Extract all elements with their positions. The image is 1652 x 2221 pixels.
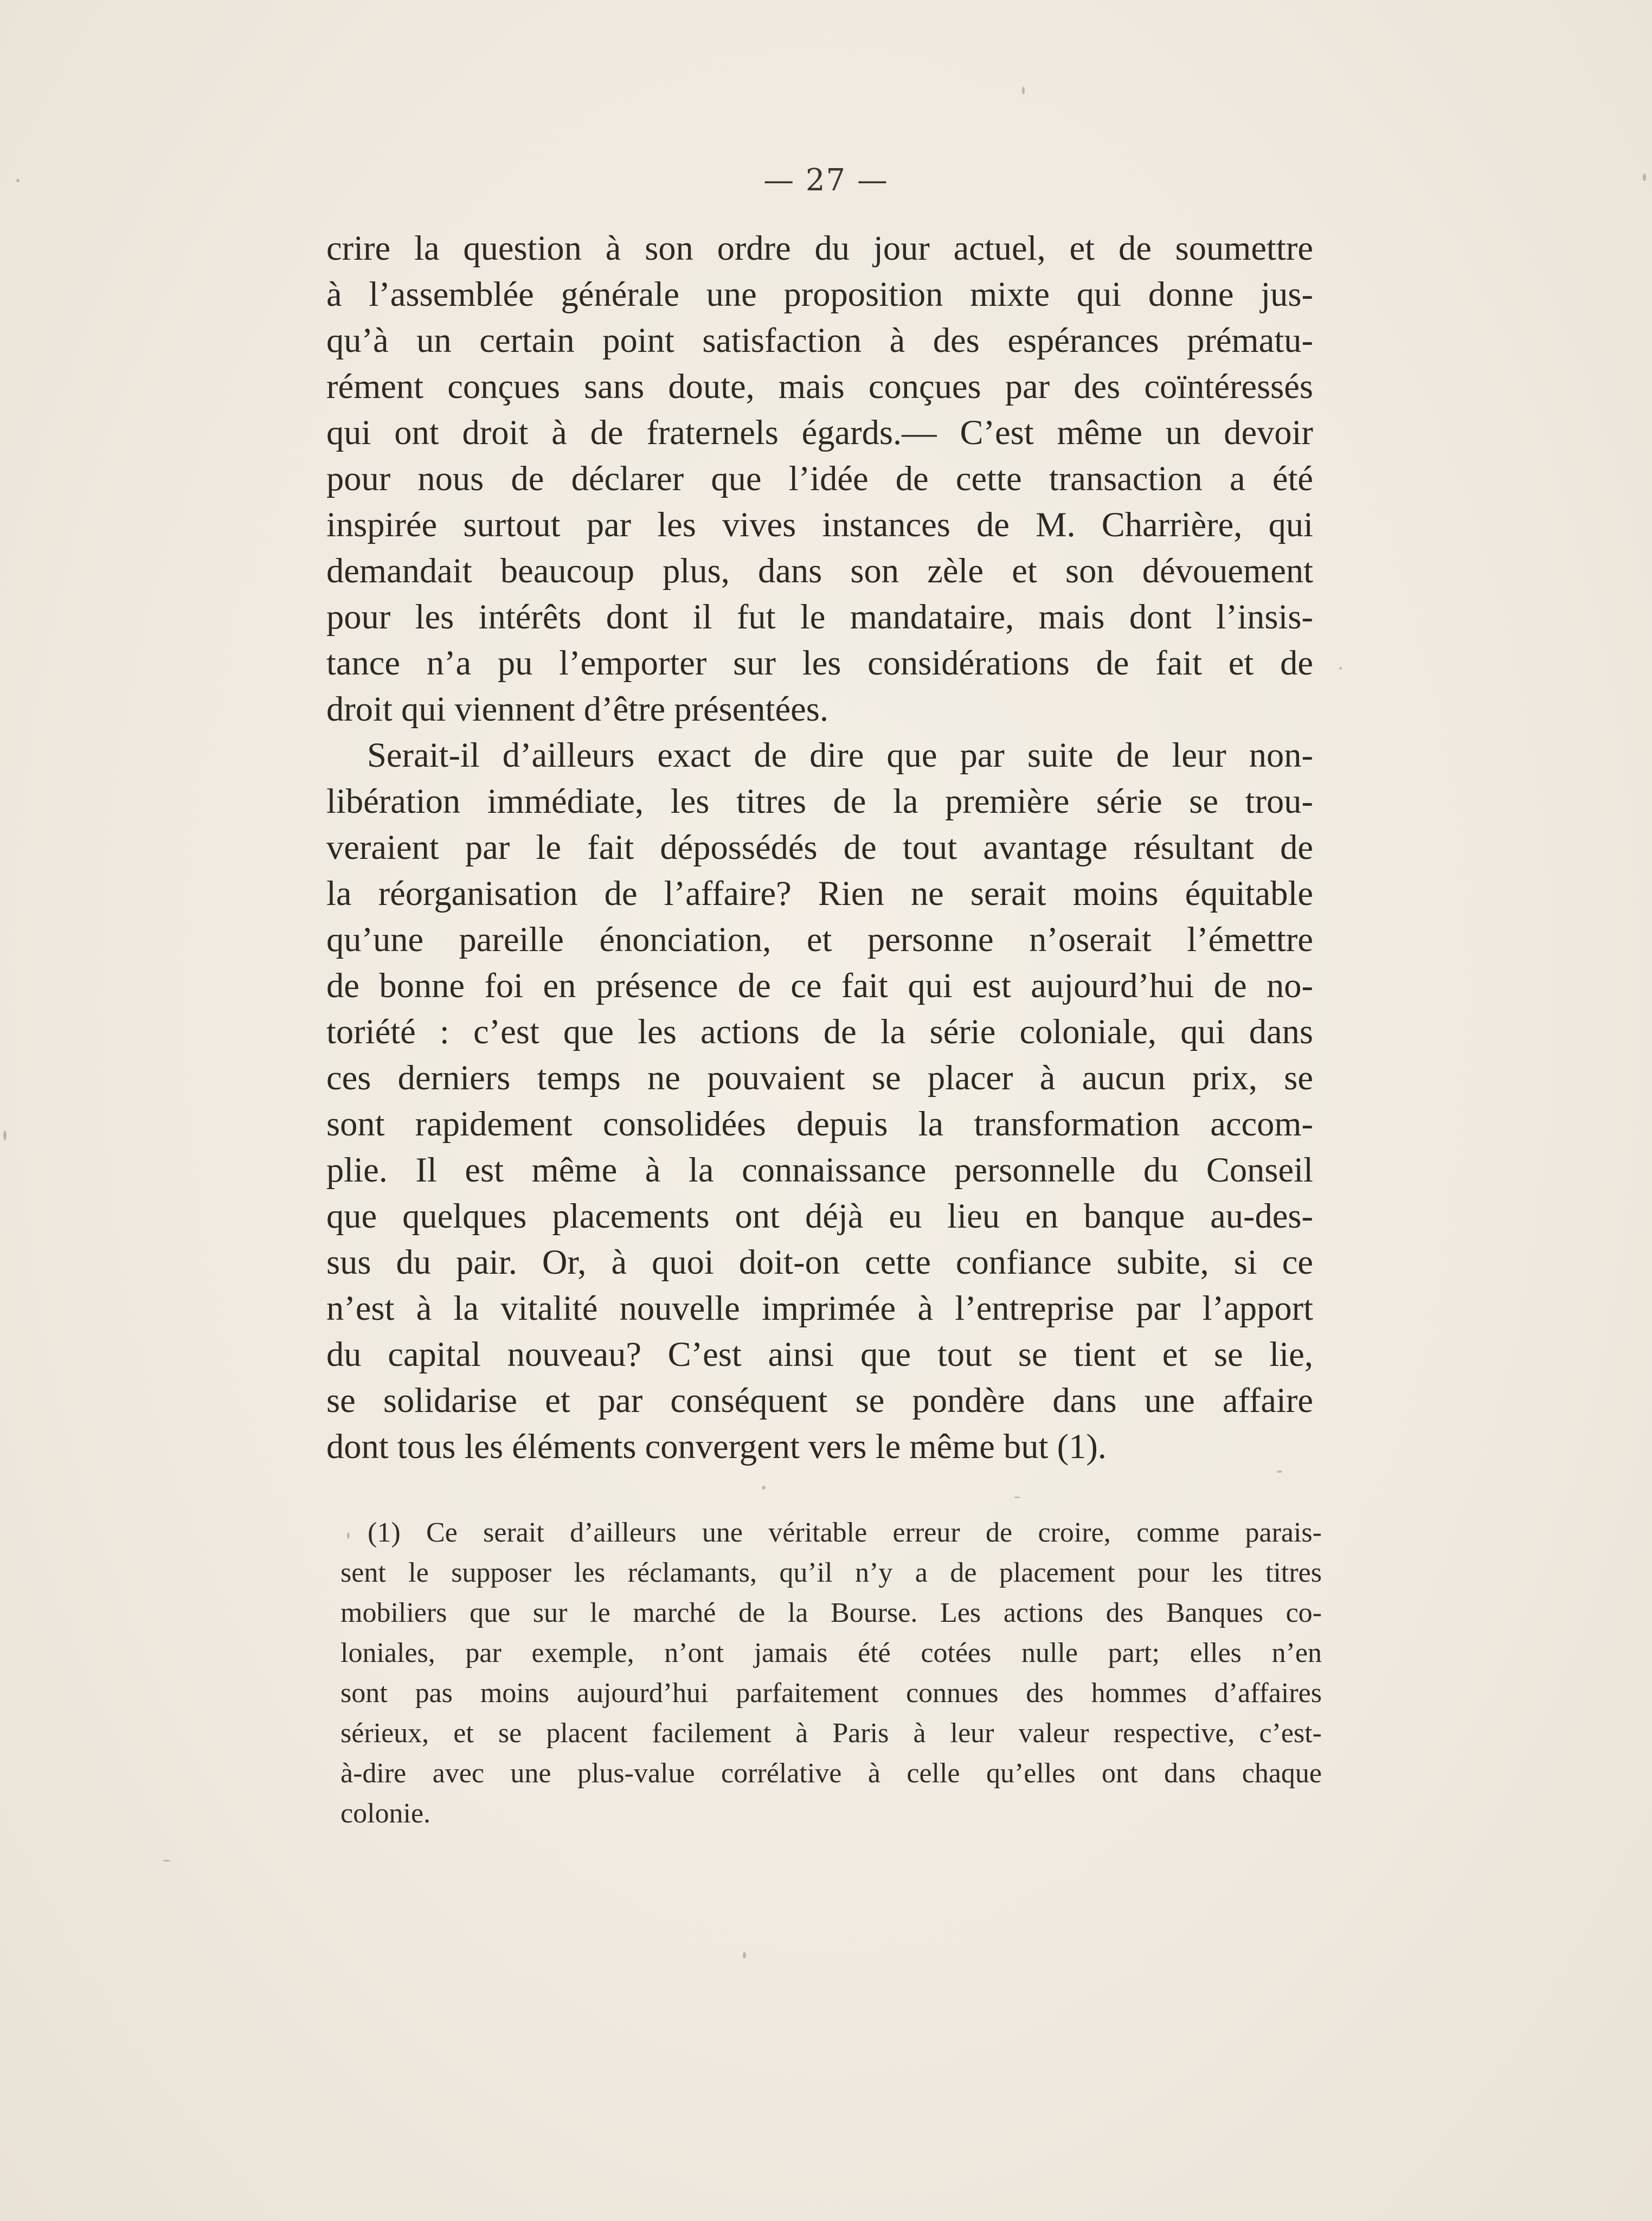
body-line: toriété : c’est que les actions de la série coloniale, qui dans — [326, 1012, 1313, 1051]
paper-speck — [1014, 1497, 1020, 1498]
paper-speck — [743, 1952, 746, 1959]
footnote-line: (1) Ce serait d’ailleurs une véritable erreur de croire, comme parais- — [368, 1517, 1322, 1548]
footnote-line: sérieux, et se placent facilement à Paris à leur valeur respective, c’est- — [340, 1718, 1322, 1749]
page-number: — 27 — — [763, 163, 889, 198]
body-line: demandait beaucoup plus, dans son zèle et son dévouement — [326, 551, 1313, 590]
body-line: droit qui viennent d’être présentées. — [326, 690, 828, 728]
body-line: qu’à un certain point satisfaction à des espérances prématu- — [326, 321, 1313, 360]
body-line: qui ont droit à de fraternels égards.— C’est même un devoir — [326, 413, 1313, 452]
body-line: à l’assemblée générale une proposition mixte qui donne jus- — [326, 275, 1313, 313]
body-line: inspirée surtout par les vives instances de M. Charrière, qui — [326, 505, 1313, 544]
footnote — [340, 1513, 1322, 1834]
body-line: du capital nouveau? C’est ainsi que tout se tient et se lie, — [326, 1335, 1313, 1373]
body-line: sus du pair. Or, à quoi doit-on cette confiance subite, si ce — [326, 1243, 1313, 1281]
paper-speck — [1643, 174, 1646, 181]
body-line: tance n’a pu l’emporter sur les considérations de fait et de — [326, 644, 1313, 682]
paper-speck — [16, 179, 20, 182]
body-line: plie. Il est même à la connaissance personnelle du Conseil — [326, 1151, 1313, 1189]
footnote-line: loniales, par exemple, n’ont jamais été cotées nulle part; elles n’en — [340, 1638, 1322, 1668]
body-line: la réorganisation de l’affaire? Rien ne serait moins équitable — [326, 874, 1313, 913]
footnote-line: mobiliers que sur le marché de la Bourse. Les actions des Banques co- — [340, 1597, 1322, 1628]
paper-speck — [762, 1486, 766, 1490]
body-line: de bonne foi en présence de ce fait qui est aujourd’hui de no- — [326, 966, 1313, 1005]
body-line: ces derniers temps ne pouvaient se placer à aucun prix, se — [326, 1058, 1313, 1097]
body-line: dont tous les éléments convergent vers le même but (1). — [326, 1427, 1107, 1466]
paper-speck — [163, 1860, 170, 1861]
footnote-line: à-dire avec une plus-value corrélative à celle qu’elles ont dans chaque — [340, 1758, 1322, 1789]
paper-speck — [347, 1532, 350, 1539]
footnote-line: sont pas moins aujourd’hui parfaitement connues des hommes d’affaires — [340, 1678, 1322, 1709]
body-line: n’est à la vitalité nouvelle imprimée à l’entreprise par l’apport — [326, 1289, 1313, 1327]
body-line: se solidarise et par conséquent se pondère dans une affaire — [326, 1381, 1313, 1420]
body-line: crire la question à son ordre du jour actuel, et de soumettre — [326, 229, 1313, 267]
body-line: rément conçues sans doute, mais conçues par des coïntéressés — [326, 367, 1313, 406]
body-line: Serait-il d’ailleurs exact de dire que par suite de leur non- — [367, 736, 1313, 774]
body-line: veraient par le fait dépossédés de tout avantage résultant de — [326, 828, 1313, 866]
paper-speck — [1022, 87, 1025, 94]
paper-speck — [3, 1131, 7, 1140]
body-line: libération immédiate, les titres de la première série se trou- — [326, 782, 1313, 820]
body-paragraphs — [326, 225, 1313, 1469]
footnote-line: sent le supposer les réclamants, qu’il n’y a de placement pour les titres — [340, 1557, 1322, 1588]
body-line: que quelques placements ont déjà eu lieu en banque au-des- — [326, 1197, 1313, 1235]
footnote-line: colonie. — [340, 1798, 431, 1829]
body-line: qu’une pareille énonciation, et personne n’oserait l’émettre — [326, 920, 1313, 959]
body-line: sont rapidement consolidées depuis la transformation accom- — [326, 1105, 1313, 1143]
body-line: pour les intérêts dont il fut le mandataire, mais dont l’insis- — [326, 598, 1313, 636]
paper-speck — [1339, 667, 1342, 670]
body-line: pour nous de déclarer que l’idée de cette transaction a été — [326, 459, 1313, 498]
paper-speck — [1277, 1471, 1282, 1473]
